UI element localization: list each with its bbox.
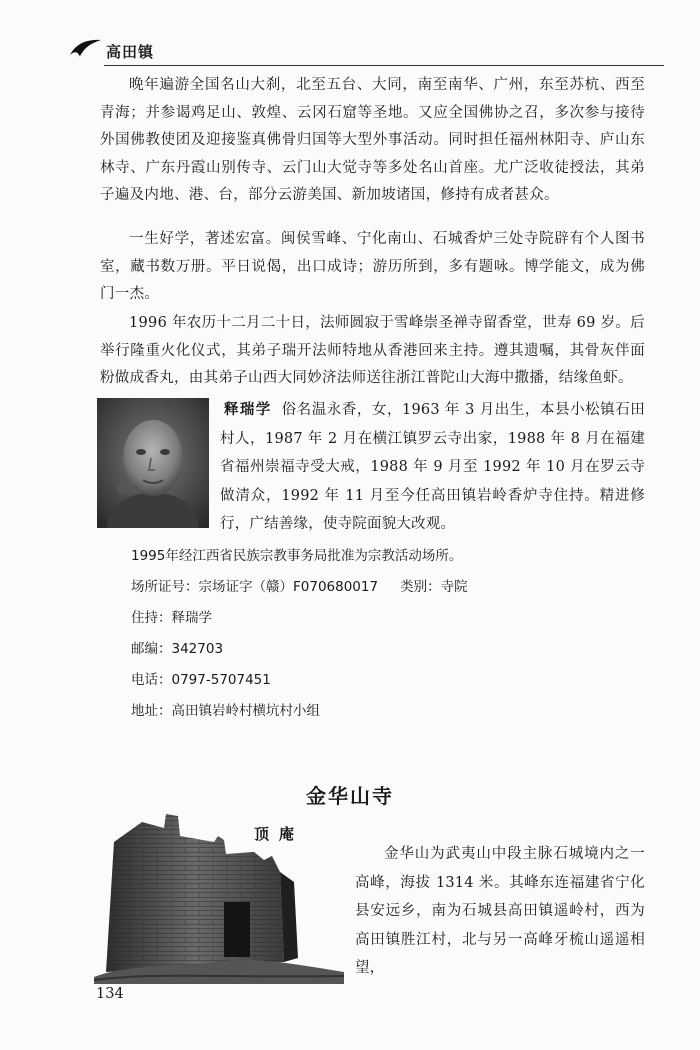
bio-name: 释瑞学	[224, 401, 272, 418]
section-title: 金华山寺	[306, 784, 394, 808]
category: 类别：寺院	[400, 579, 468, 595]
biography	[220, 396, 645, 539]
bird-logo-icon	[68, 37, 102, 61]
approval-note: 1995年经江西省民族宗教事务局批准为宗教活动场所。	[131, 548, 463, 564]
paragraph-scholarship: 一生好学，著述宏富。闽侯雪峰、宁化南山、石城香炉三处寺院辟有个人图书室，藏书数万册。平日说偈，出口成诗；游历所到，多有题咏。博学能文，成为佛门一杰。	[100, 231, 645, 302]
temple-image	[94, 812, 344, 984]
cert-number: 场所证号：宗场证字（赣）F070680017	[131, 579, 379, 595]
running-header	[60, 35, 660, 65]
address: 地址：高田镇岩岭村横坑村小组	[131, 703, 320, 719]
abbot: 住持：释瑞学	[131, 610, 212, 626]
postcode: 邮编：342703	[131, 641, 224, 657]
portrait-photo	[97, 398, 209, 528]
temple-photo	[94, 812, 344, 984]
photo-caption: 顶庵	[254, 825, 305, 843]
header-rule	[104, 65, 664, 66]
portrait-image	[97, 398, 209, 528]
page-number: 134	[96, 986, 124, 1002]
phone: 电话：0797-5707451	[131, 672, 271, 688]
paragraph-passing: 1996 年农历十二月二十日，法师圆寂于雪峰崇圣禅寺留香堂，世寿 69 岁。后举行隆重火化仪式，其弟子瑞开法师特地从香港回来主持。遵其遗嘱，其骨灰伴面粉做成香丸，由其弟子山西大同妙济法师送往浙江普陀山大海中撒播，结缘鱼虾。	[100, 315, 645, 386]
header-title: 高田镇	[106, 43, 155, 61]
section-paragraph: 金华山为武夷山中段主脉石城境内之一高峰，海拔 1314 米。其峰东连福建省宁化县安远乡，南为石城县高田镇遥岭村，西为高田镇胜江村，北与另一高峰牙梳山遥遥相望，	[355, 846, 645, 976]
cert-line	[131, 577, 468, 597]
paragraph-travels: 晚年遍游全国名山大刹，北至五台、大同，南至南华、广州，东至苏杭、西至青海；并参谒鸡足山、敦煌、云冈石窟等圣地。又应全国佛协之召，多次参与接待外国佛教使团及迎接鉴真佛骨归国等大型外事活动。同时担任福州林阳寺、庐山东林寺、广东丹霞山别传寺、云门山大觉寺等多处名山首座。尤广泛收徒授法，其弟子遍及内地、港、台，部分云游美国、新加坡诸国，修持有成者甚众。	[100, 77, 645, 203]
bio-text: 俗名温永香，女，1963 年 3 月出生，本县小松镇石田村人，1987 年 2 月在横江镇罗云寺出家，1988 年 8 月在福建省福州崇福寺受大戒，1988 年 9 月至 1992 年 10 月在罗云寺做清众，1992 年 11 月至今任高田镇岩岭香炉寺住持。精进修行，广结善缘，使寺院面貌大改观。	[220, 402, 645, 532]
